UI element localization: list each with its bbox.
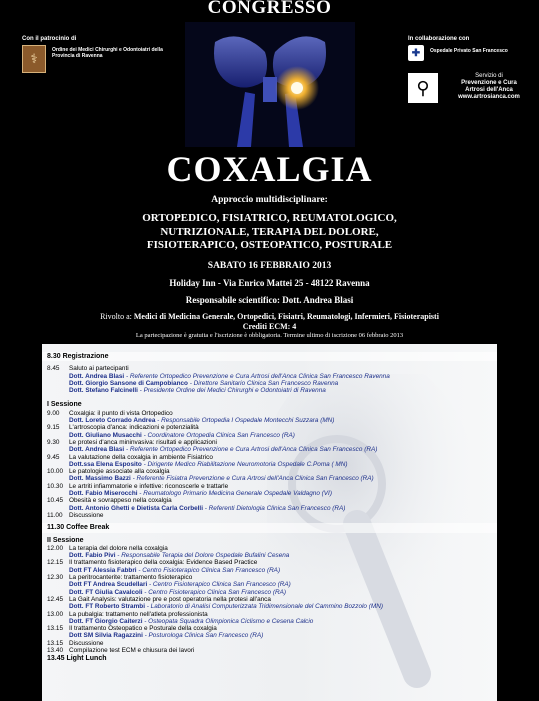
agenda-item: 10.45 Obesità e sovrappeso nella coxalgia xyxy=(47,497,172,505)
registration-row: 8.30 Registrazione xyxy=(42,352,497,361)
speaker: Dott. Fabio Pivi - Responsabile Terapia del Dolore Ospedale Bufalini Cesena xyxy=(69,552,290,560)
speaker: Dott. Giorgio Sansone di Campobianco - Direttore Sanitario Clinica San Francesco Ravenna xyxy=(69,379,339,387)
congress-title: CONGRESSO xyxy=(207,0,332,18)
audience-list: Medici di Medicina Generale, Ortopedici, Fisiatri, Reumatologi, Infermieri, Fisioterapisti xyxy=(133,312,439,321)
hospital-icon: ✚ xyxy=(411,47,421,59)
coffee-break-row: 11.30 Coffee Break xyxy=(42,523,497,532)
speaker: Dott SM Silvia Ragazzini - Posturologa Clinica San Francesco (RA) xyxy=(69,632,264,640)
collaboration-label: In collaborazione con xyxy=(408,36,470,42)
collaboration-org: Ospedale Privato San Francesco xyxy=(430,48,508,54)
speaker: Dott. FT Giulia Cavalcoli - Centro Fisioterapico Clinica San Francesco (RA) xyxy=(69,588,286,596)
anca-website: www.artrosianca.com xyxy=(458,94,520,100)
agenda-item: 12.45 La Gait Analysis: valutazione pre e post operatoria nella protesi all'anca xyxy=(47,595,271,603)
speaker: Dott FT Andrea Scudellari - Centro Fisioterapico Clinica San Francesco (RA) xyxy=(69,581,291,589)
pelvis-xray-image xyxy=(185,22,355,147)
session-1-heading: I Sessione xyxy=(47,401,82,409)
program-panel xyxy=(42,344,497,701)
patronage-label: Con il patrocinio di xyxy=(22,36,77,42)
agenda-item: 9.15 L'artroscopia d'anca: indicazioni e potenzialità xyxy=(47,424,199,432)
speaker: Dott. FT Roberto Strambi - Laboratorio di Analisi Computerizzata Tridimensionale del Cammino Bozzolo (MN) xyxy=(69,603,383,611)
agenda-item: 10.30 Le artriti infiammatorie e infettive: riconoscerle e trattarle xyxy=(47,482,229,490)
scientific-responsible: Responsabile scientifico: Dott. Andrea Blasi xyxy=(185,295,354,305)
patronage-logo xyxy=(22,45,46,73)
agenda-item: 12.30 La peritrocanterite: trattamento fisioterapico xyxy=(47,574,193,582)
hospital-logo xyxy=(408,45,424,61)
audience xyxy=(0,312,539,321)
speaker: Dott. Stefano Falcinelli - Presidente Ordine dei Medici Chirurghi e Odontoiatri di Ravenna xyxy=(69,387,326,395)
walking-figure-icon: ⚲ xyxy=(416,77,430,98)
agenda-item: 13.15 Discussione xyxy=(47,639,104,647)
session-2-heading: II Sessione xyxy=(47,536,84,544)
agenda-item: 12.00 La terapia del dolore nella coxalgia xyxy=(47,544,168,552)
agenda-item: 13.40 Compilazione test ECM e chiusura dei lavori xyxy=(47,646,195,654)
speaker: Dott. Fabio Miserocchi - Reumatologo Primario Medicina Generale Ospedale Valdagno (VI) xyxy=(69,490,332,498)
speaker: Dott. Andrea Blasi - Referente Ortopedico Prevenzione e Cura Artrosi dell'Anca Clinica San Francesco (RA) xyxy=(69,446,378,454)
speaker: Dott. FT Giorgio Caiterzi - Osteopata Squadra Olimpionica Ciclismo e Cesena Calcio xyxy=(69,617,314,625)
ecm-credits: Crediti ECM: 4 xyxy=(242,322,297,331)
agenda-item: 12.15 Il trattamento fisioterapico della coxalgia: Evidence Based Practice xyxy=(47,559,258,567)
disciplines-line2: NUTRIZIONALE, TERAPIA DEL DOLORE, xyxy=(160,225,379,238)
speaker: Dott. Massimo Bazzi - Referente Fisiatra Prevenzione e Cura Artrosi dell'Anca Clinica San Francesco (RA) xyxy=(69,475,374,483)
anca-logo xyxy=(408,73,438,103)
agenda-item: 13.15 Il trattamento Osteopatico e Posturale della coxalgia xyxy=(47,625,217,633)
disciplines xyxy=(60,212,479,253)
light-lunch-row: 13.45 Light Lunch xyxy=(47,655,107,663)
event-approach: Approccio multidisciplinare: xyxy=(211,195,328,205)
anca-service xyxy=(444,73,534,101)
agenda-item: 9.30 Le protesi d'anca mininvasiva: risultati e applicazioni xyxy=(47,438,217,446)
agenda-item: 9.00 Coxalgia: il punto di vista Ortopedico xyxy=(47,409,173,417)
speaker: Dott FT Alessia Fabbri - Centro Fisioterapico Clinica San Francesco (RA) xyxy=(69,566,281,574)
caduceus-icon: ⚕ xyxy=(30,51,38,66)
event-date: SABATO 16 FEBBRAIO 2013 xyxy=(207,261,332,271)
disciplines-line1: ORTOPEDICO, FISIATRICO, REUMATOLOGICO, xyxy=(142,212,397,224)
speaker: Dott. Loreto Corrado Andrea - Responsabile Ortopedia I Ospedale Montecchi Suzzara (MN) xyxy=(69,417,335,425)
event-venue: Holiday Inn - Via Enrico Mattei 25 - 48122 Ravenna xyxy=(169,278,370,288)
speaker: Dott. Andrea Blasi - Referente Ortopedico Prevenzione e Cura Artrosi dell'Anca Clinica San Francesco Ravenna xyxy=(69,372,390,380)
registration-note: La partecipazione è gratuita e l'iscrizione è obbligatoria. Termine ultimo di iscrizione 06 febbraio 2013 xyxy=(135,332,404,339)
event-name: COXALGIA xyxy=(166,149,373,189)
speaker: Dott. Antonio Ghetti e Dietista Carla Corbelli - Referenti Dietologia Clinica San Francesco (RA) xyxy=(69,504,346,512)
anca-line1: Servizio di xyxy=(475,73,503,79)
disciplines-line3: FISIOTERAPICO, OSTEOPATICO, POSTURALE xyxy=(146,239,393,251)
agenda-item: 11.00 Discussione xyxy=(47,511,104,519)
patronage-org: Ordine dei Medici Chirurghi e Odontoiatri della Provincia di Ravenna xyxy=(52,47,163,59)
audience-prefix: Rivolto a: xyxy=(100,312,132,321)
anca-line3: Artrosi dell'Anca xyxy=(465,87,513,93)
anca-line2: Prevenzione e Cura xyxy=(461,80,517,86)
agenda-item: 9.45 La valutazione della coxalgia in ambiente Fisiatrico xyxy=(47,453,213,461)
agenda-item: 10.00 Le patologie associate alla coxalgia xyxy=(47,468,170,476)
agenda-item: 13.00 La pubalgia: trattamento nell'atleta professionista xyxy=(47,610,208,618)
speaker: Dott. Giuliano Musacchi - Coordinatore Ortopedia Clinica San Francesco (RA) xyxy=(69,431,295,439)
agenda-item: 8.45 Saluto ai partecipanti xyxy=(47,365,129,373)
speaker: Dott.ssa Elena Esposito - Dirigente Medico Riabilitazione Neuromotoria Ospedale C.Poma ( MN) xyxy=(69,460,348,468)
